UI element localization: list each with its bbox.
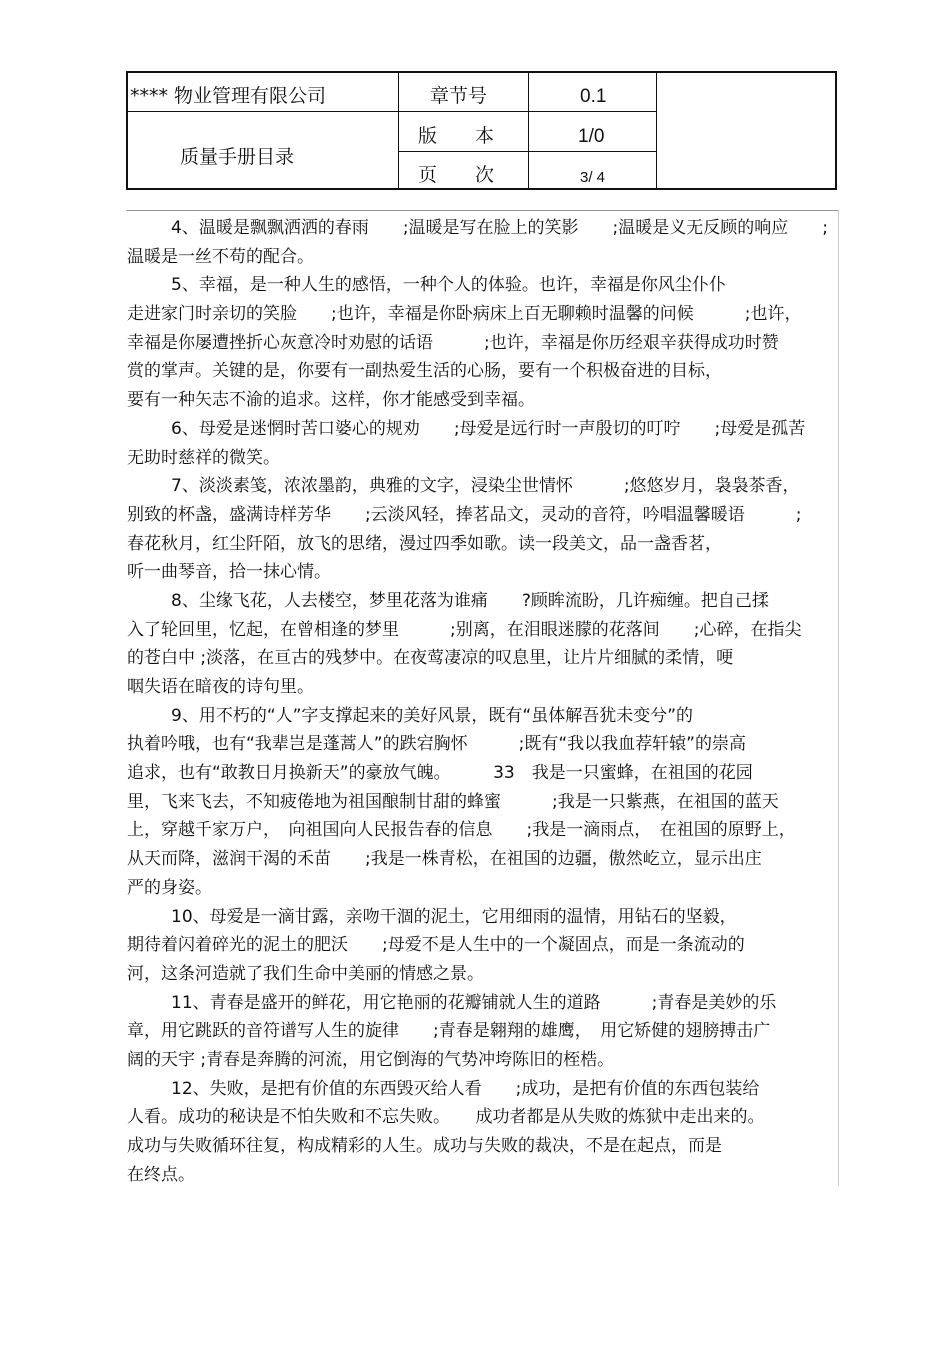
body-text bbox=[127, 214, 842, 1189]
text-line: 从天而降，滋润干渴的禾苗 ;我是一株青松，在祖国的边疆，傲然屹立，显示出庄 bbox=[127, 849, 762, 870]
text-line: 11、青春是盛开的鲜花，用它艳丽的花瓣铺就人生的道路 ;青春是美妙的乐 bbox=[171, 992, 777, 1013]
text-line: 河，这条河造就了我们生命中美丽的情感之景。 bbox=[127, 963, 484, 984]
text-line: 4、温暖是飘飘洒洒的春雨 ;温暖是写在脸上的笑影 ;温暖是义无反顾的响应 ; bbox=[171, 218, 828, 238]
text-line: 成功与失败循环往复，构成精彩的人生。成功与失败的裁决，不是在起点，而是 bbox=[127, 1136, 722, 1156]
content-frame-top bbox=[126, 210, 838, 211]
header-divider bbox=[656, 73, 657, 188]
header-divider bbox=[398, 73, 399, 188]
chapter-value: 0.1 bbox=[580, 86, 607, 107]
text-line: 幸福是你屡遭挫折心灰意冷时劝慰的话语 ;也许，幸福是你历经艰辛获得成功时赞 bbox=[127, 332, 779, 353]
text-line: 春花秋月，红尘阡陌，放飞的思绪，漫过四季如歌。读一段美文，品一盏香茗， bbox=[127, 533, 722, 554]
text-line: 追求，也有“敢教日月换新天”的豪放气魄。 33 我是一只蜜蜂，在祖国的花园 bbox=[127, 763, 753, 784]
page-label: 页 次 bbox=[418, 164, 495, 186]
text-line: 要有一种矢志不渝的追求。这样，你才能感受到幸福。 bbox=[127, 390, 535, 411]
text-line: 12、失败，是把有价值的东西毁灭给人看 ;成功，是把有价值的东西包装给 bbox=[171, 1078, 760, 1099]
version-label: 版 本 bbox=[418, 125, 495, 147]
text-line: 6、母爱是迷惘时苦口婆心的规劝 ;母爱是远行时一声殷切的叮咛 ;母爱是孤苦 bbox=[171, 418, 806, 439]
text-line: 里，飞来飞去，不知疲倦地为祖国酿制甘甜的蜂蜜 ;我是一只紫燕，在祖国的蓝天 bbox=[127, 791, 779, 812]
text-line: 赏的掌声。关键的是，你要有一副热爱生活的心肠，要有一个积极奋进的目标， bbox=[127, 361, 722, 382]
text-line: 上，穿越千家万户， 向祖国向人民报告春的信息 ;我是一滴雨点， 在祖国的原野上， bbox=[127, 820, 796, 841]
text-line: 阔的天宇 ;青春是奔腾的河流，用它倒海的气势冲垮陈旧的桎梏。 bbox=[127, 1049, 615, 1070]
version-value: 1/0 bbox=[578, 126, 605, 147]
text-line: 听一曲琴音，拾一抹心情。 bbox=[127, 562, 331, 583]
text-line: 8、尘缘飞花，人去楼空，梦里花落为谁痛 ?顾眸流盼，几许痴缠。把自己揉 bbox=[171, 590, 769, 611]
text-line: 7、淡淡素笺，浓浓墨韵，典雅的文字，浸染尘世情怀 ;悠悠岁月，袅袅茶香， bbox=[171, 476, 800, 497]
text-line: 严的身姿。 bbox=[127, 877, 212, 898]
header-divider bbox=[128, 111, 398, 112]
text-line: 章，用它跳跃的音符谱写人生的旋律 ;青春是翱翔的雄鹰， 用它矫健的翅膀搏击广 bbox=[127, 1021, 771, 1042]
company-name: **** 物业管理有限公司 bbox=[130, 85, 327, 107]
text-line: 执着吟哦，也有“我辈岂是蓬蒿人”的跌宕胸怀 ;既有“我以我血荐轩辕”的崇高 bbox=[127, 734, 746, 755]
text-line: 温暖是一丝不苟的配合。 bbox=[127, 246, 314, 267]
text-line: 的苍白中 ;淡落，在亘古的残梦中。在夜莺凄凉的叹息里，让片片细腻的柔情，哽 bbox=[127, 648, 734, 669]
text-line: 在终点。 bbox=[127, 1164, 195, 1185]
text-line: 走进家门时亲切的笑脸 ;也许，幸福是你卧病床上百无聊赖时温馨的问候 ;也许， bbox=[127, 304, 802, 325]
text-line: 10、母爱是一滴甘露，亲吻干涸的泥土，它用细雨的温情，用钻石的坚毅， bbox=[171, 906, 737, 927]
header-table bbox=[126, 71, 837, 190]
page-value: 3/ 4 bbox=[580, 169, 606, 186]
text-line: 咽失语在暗夜的诗句里。 bbox=[127, 677, 314, 697]
doc-title: 质量手册目录 bbox=[180, 146, 295, 168]
text-line: 入了轮回里，忆起，在曾相逢的梦里 ;别离，在泪眼迷朦的花落间 ;心碎，在指尖 bbox=[127, 619, 802, 640]
text-line: 人看。成功的秘诀是不怕失败和不忘失败。 成功者都是从失败的炼狱中走出来的。 bbox=[127, 1107, 765, 1128]
chapter-label: 章节号 bbox=[430, 85, 488, 107]
header-divider bbox=[398, 151, 656, 152]
header-divider bbox=[398, 111, 656, 112]
text-line: 期待着闪着碎光的泥土的肥沃 ;母爱不是人生中的一个凝固点，而是一条流动的 bbox=[127, 935, 745, 956]
text-line: 5、幸福，是一种人生的感悟，一种个人的体验。也许，幸福是你风尘仆仆 bbox=[171, 275, 726, 296]
header-divider bbox=[528, 73, 529, 188]
text-line: 9、用不朽的“人”字支撑起来的美好风景，既有“虽体解吾犹未变兮”的 bbox=[171, 705, 694, 726]
text-line: 无助时慈祥的微笑。 bbox=[127, 447, 280, 468]
text-line: 别致的杯盏，盛满诗样芳华 ;云淡风轻，捧茗品文，灵动的音符，吟唱温馨暖语 ; bbox=[127, 504, 802, 525]
